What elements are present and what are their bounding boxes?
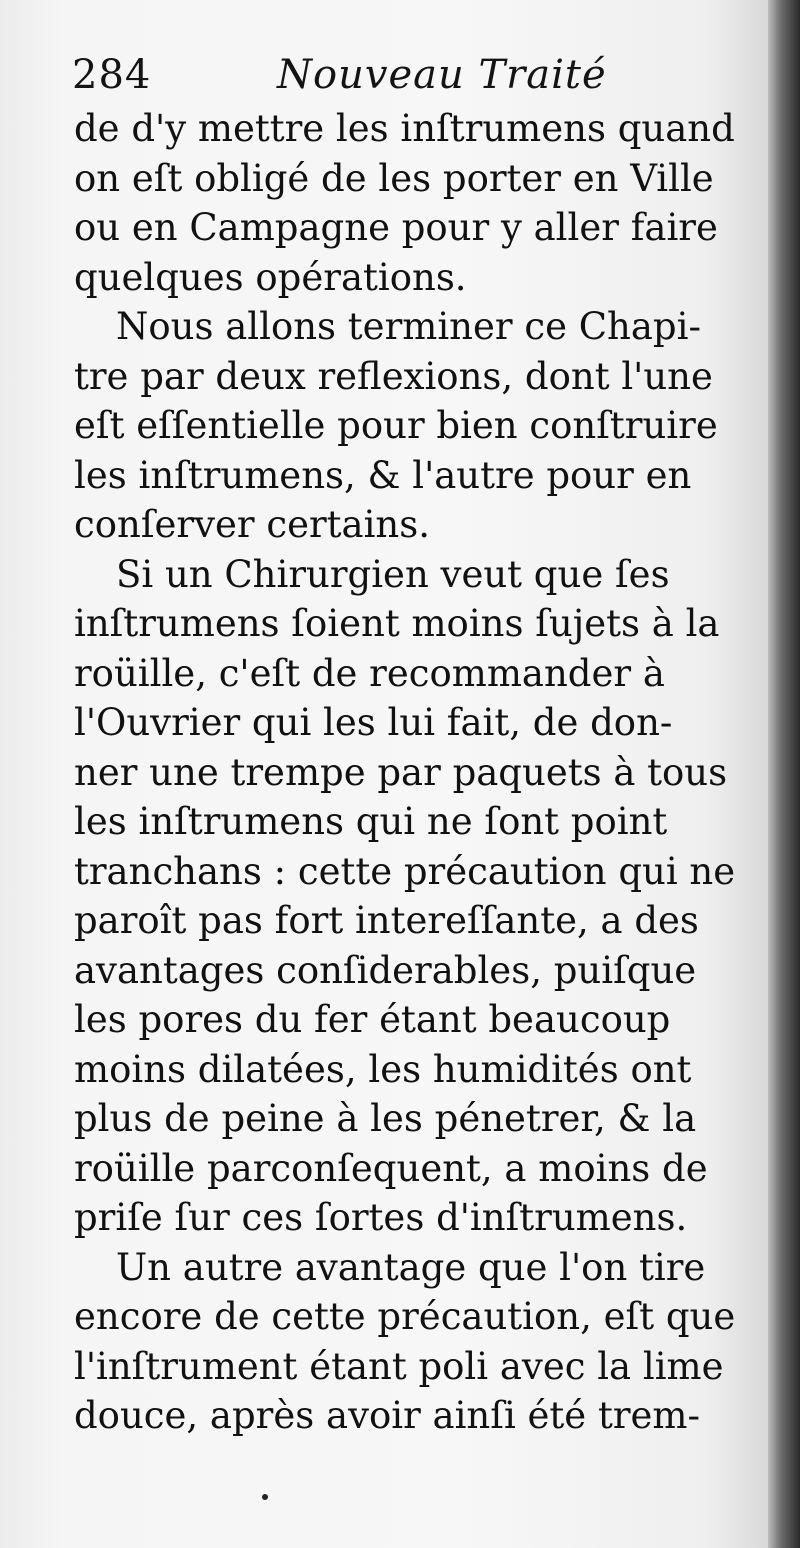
ink-speck bbox=[262, 1494, 268, 1500]
text-line: moins dilatées, les humidités ont bbox=[74, 1047, 692, 1091]
text-line: on eſt obligé de les porter en Ville bbox=[74, 156, 714, 200]
text-line: roüille, c'eſt de recommander à bbox=[74, 651, 665, 695]
paragraph-start-line: Si un Chirurgien veut que ſes bbox=[116, 552, 670, 596]
text-line: ner une trempe par paquets à tous bbox=[74, 750, 728, 794]
text-line: tranchans : cette précaution qui ne bbox=[74, 849, 736, 893]
text-line: roüille parconſequent, a moins de bbox=[74, 1146, 708, 1190]
page-number: 284 bbox=[72, 52, 152, 98]
text-line: l'inſtrument étant poli avec la lime bbox=[74, 1344, 724, 1388]
text-line: l'Ouvrier qui les lui fait, de don- bbox=[74, 701, 673, 744]
text-line: encore de cette précaution, eſt que bbox=[74, 1295, 736, 1338]
text-line: avantages conſiderables, puiſque bbox=[74, 948, 697, 992]
text-line: les pores du fer étant beaucoup bbox=[74, 998, 671, 1041]
text-line: les inſtrumens qui ne ſont point bbox=[74, 800, 668, 843]
text-line: douce, après avoir ainſi été trem- bbox=[74, 1394, 701, 1437]
text-line: paroît pas fort intereſſante, a des bbox=[74, 899, 699, 942]
text-line: ou en Campagne pour y aller faire bbox=[74, 206, 718, 249]
text-line: de d'y mettre les inſtrumens quand bbox=[74, 107, 735, 150]
page-edge-shadow bbox=[768, 0, 800, 1548]
running-title: Nouveau Traité bbox=[277, 52, 607, 98]
text-line: eſt eſſentielle pour bien conſtruire bbox=[74, 404, 718, 447]
text-line: tre par deux reflexions, dont l'une bbox=[74, 354, 713, 398]
text-line: conſerver certains. bbox=[74, 503, 430, 546]
text-line: priſe ſur ces ſortes d'inſtrumens. bbox=[74, 1196, 688, 1239]
text-line: plus de peine à les pénetrer, & la bbox=[74, 1097, 697, 1140]
body-text bbox=[74, 104, 738, 1441]
text-line: inſtrumens ſoient moins ſujets à la bbox=[74, 602, 720, 645]
text-line: quelques opérations. bbox=[74, 255, 467, 299]
page-header bbox=[72, 52, 732, 112]
paragraph-start-line: Nous allons terminer ce Chapi- bbox=[116, 305, 701, 348]
paragraph-start-line: Un autre avantage que l'on tire bbox=[116, 1245, 706, 1289]
text-line: les inſtrumens, & l'autre pour en bbox=[74, 453, 692, 497]
